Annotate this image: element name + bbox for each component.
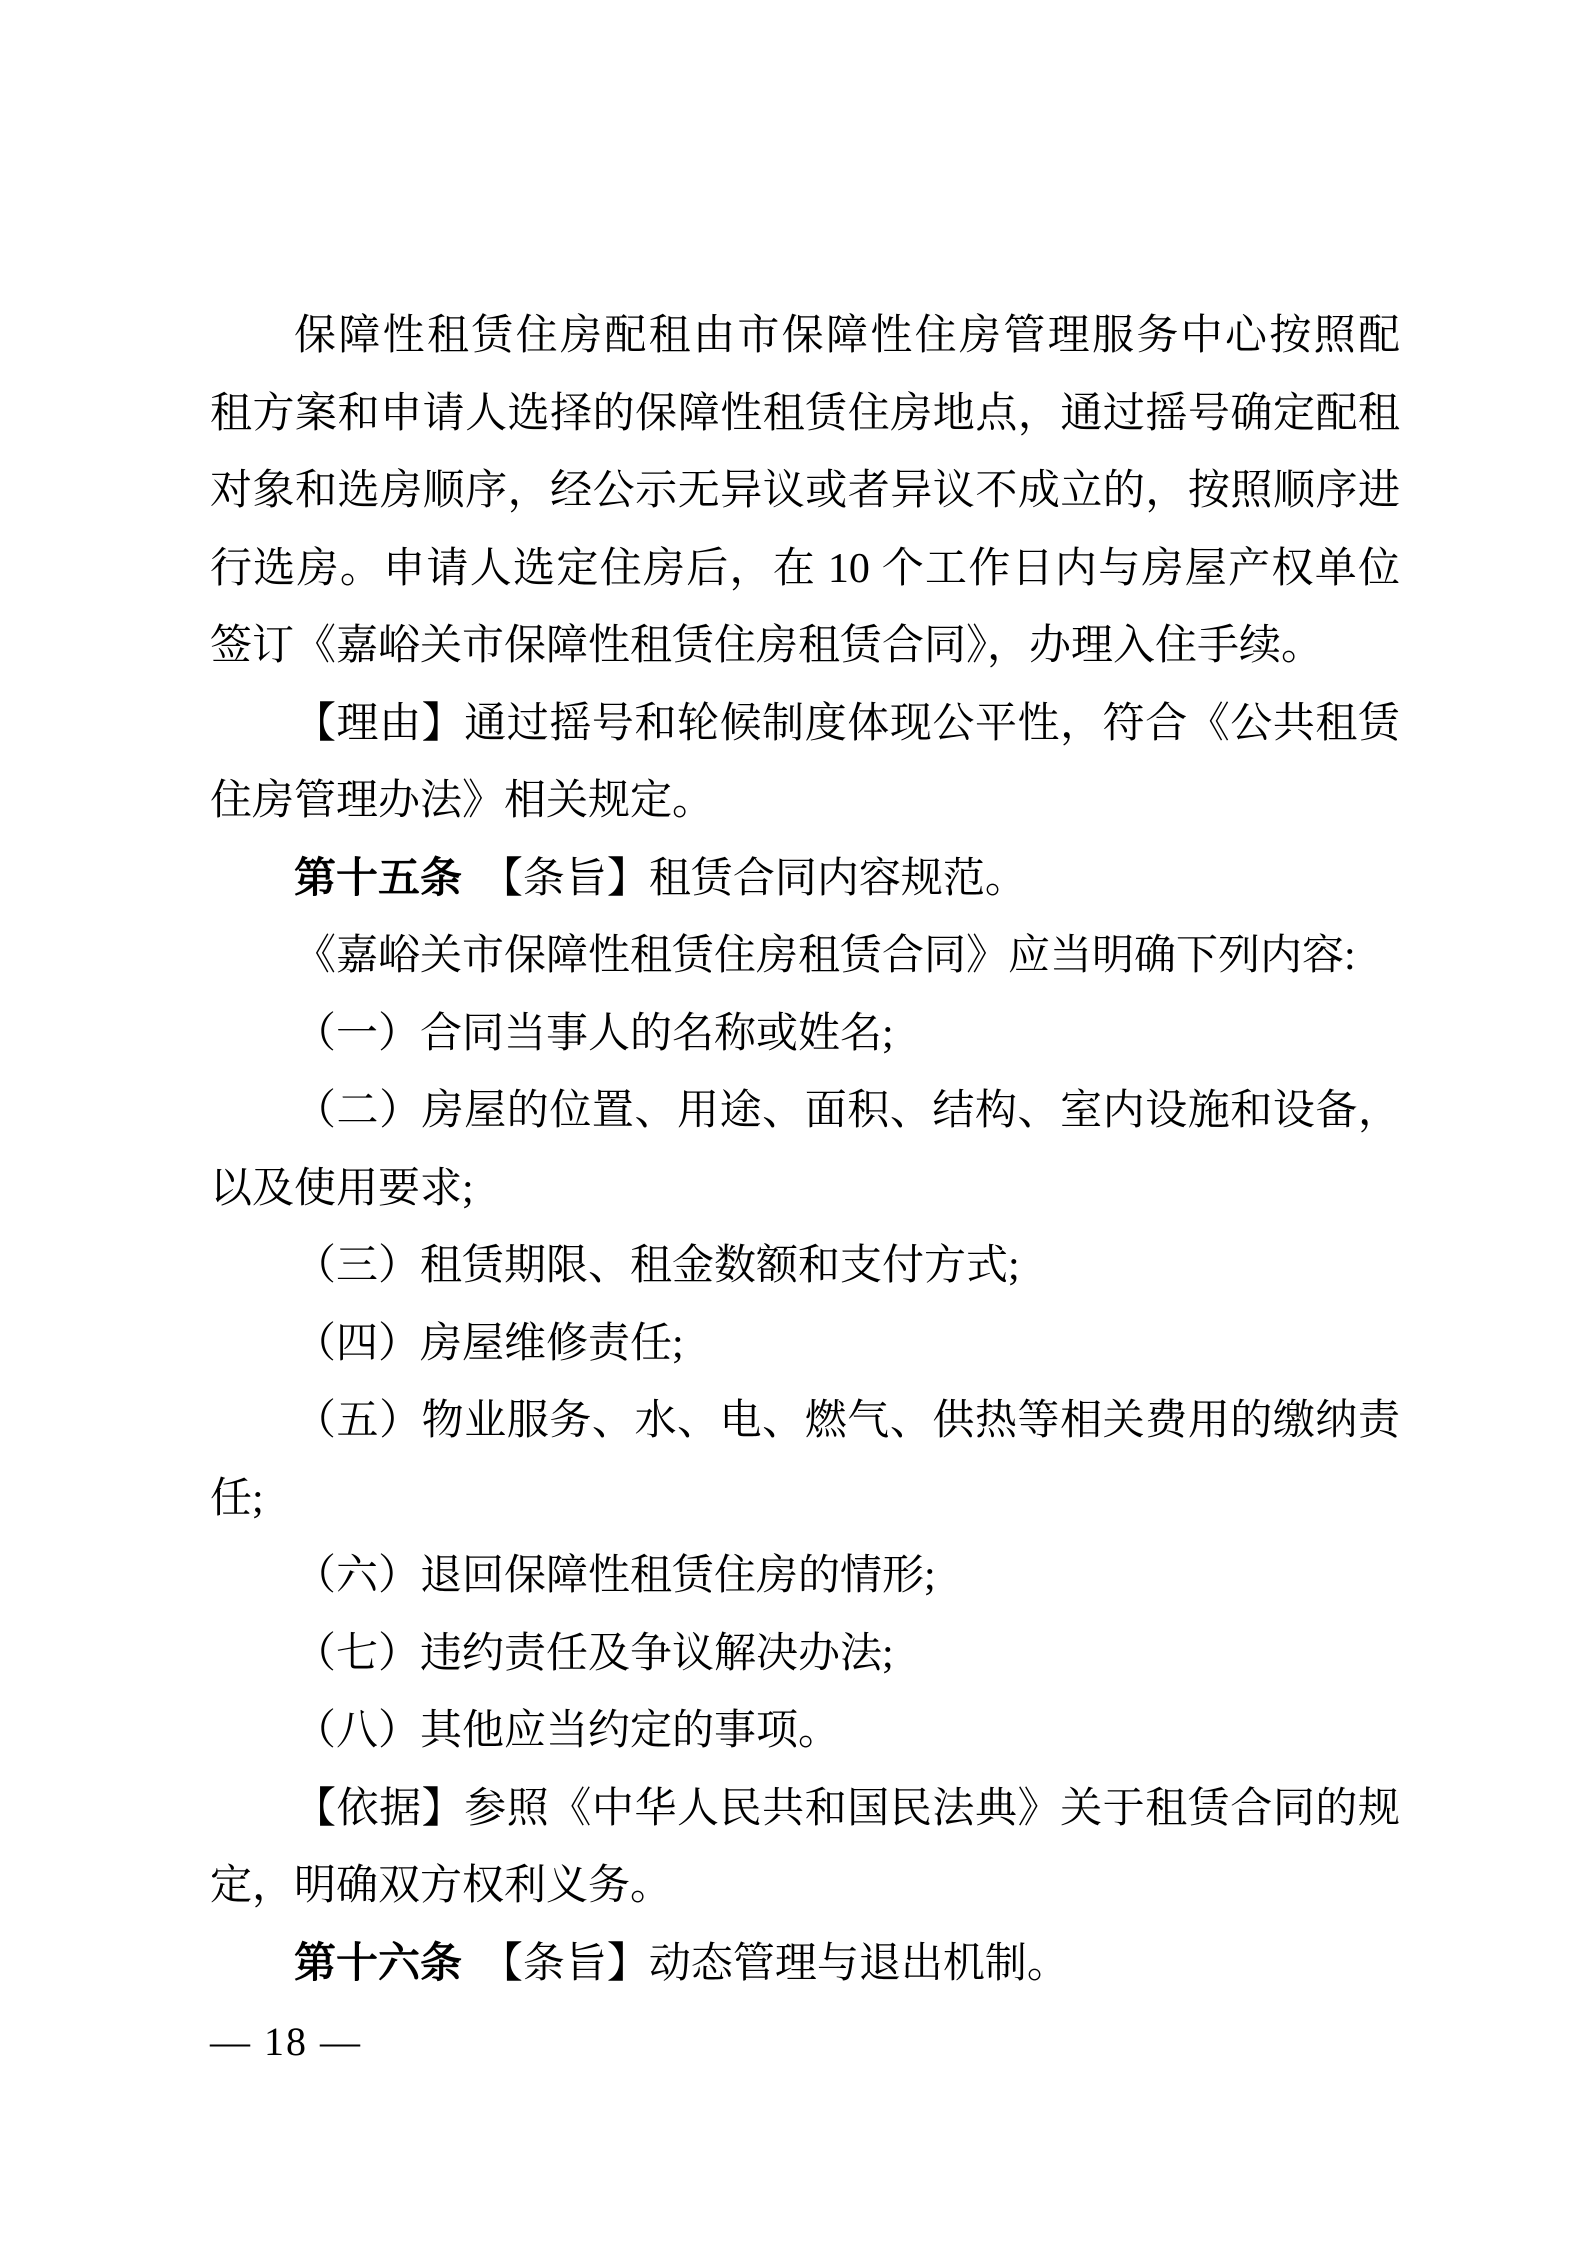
text-line: 行选房。申请人选定住房后，在 10 个工作日内与房屋产权单位 bbox=[210, 545, 1400, 592]
page-number: — 18 — bbox=[210, 2019, 362, 2064]
text-line: 任; bbox=[210, 1475, 264, 1522]
line-text: 【条旨】租赁合同内容规范。 bbox=[480, 855, 1027, 902]
text-line: 【依据】参照《中华人民共和国民法典》关于租赁合同的规 bbox=[294, 1785, 1400, 1832]
text-line: 对象和选房顺序，经公示无异议或者异议不成立的，按照顺序进 bbox=[210, 468, 1400, 514]
text-line: （八）其他应当约定的事项。 bbox=[294, 1708, 841, 1754]
text-line: （三）租赁期限、租金数额和支付方式; bbox=[294, 1243, 1020, 1289]
text-line: （六）退回保障性租赁住房的情形; bbox=[294, 1553, 936, 1599]
text-line: 定，明确双方权利义务。 bbox=[210, 1863, 673, 1909]
text-line: （五）物业服务、水、电、燃气、供热等相关费用的缴纳责 bbox=[294, 1398, 1400, 1444]
text-line: 住房管理办法》相关规定。 bbox=[210, 778, 715, 824]
text-line: 保障性租赁住房配租由市保障性住房管理服务中心按照配 bbox=[294, 313, 1400, 359]
text-line: （一）合同当事人的名称或姓名; bbox=[294, 1010, 894, 1057]
text-line bbox=[210, 1926, 1400, 2004]
text-line: 《嘉峪关市保障性租赁住房租赁合同》应当明确下列内容: bbox=[294, 933, 1356, 979]
text-line: （七）违约责任及争议解决办法; bbox=[294, 1630, 894, 1677]
text-line: 以及使用要求; bbox=[210, 1165, 474, 1212]
text-line: 【理由】通过摇号和轮候制度体现公平性，符合《公共租赁 bbox=[294, 700, 1400, 747]
article-number: 第十五条 bbox=[294, 855, 463, 902]
text-line bbox=[210, 841, 1400, 919]
article-number: 第十六条 bbox=[294, 1940, 463, 1987]
text-line: （二）房屋的位置、用途、面积、结构、室内设施和设备， bbox=[294, 1088, 1400, 1134]
text-line: 签订《嘉峪关市保障性租赁住房租赁合同》，办理入住手续。 bbox=[210, 623, 1324, 669]
line-text: 【条旨】动态管理与退出机制。 bbox=[480, 1940, 1069, 1987]
text-line: 租方案和申请人选择的保障性租赁住房地点，通过摇号确定配租 bbox=[210, 390, 1400, 437]
document-body bbox=[210, 298, 1400, 2003]
text-line: （四）房屋维修责任; bbox=[294, 1320, 684, 1367]
